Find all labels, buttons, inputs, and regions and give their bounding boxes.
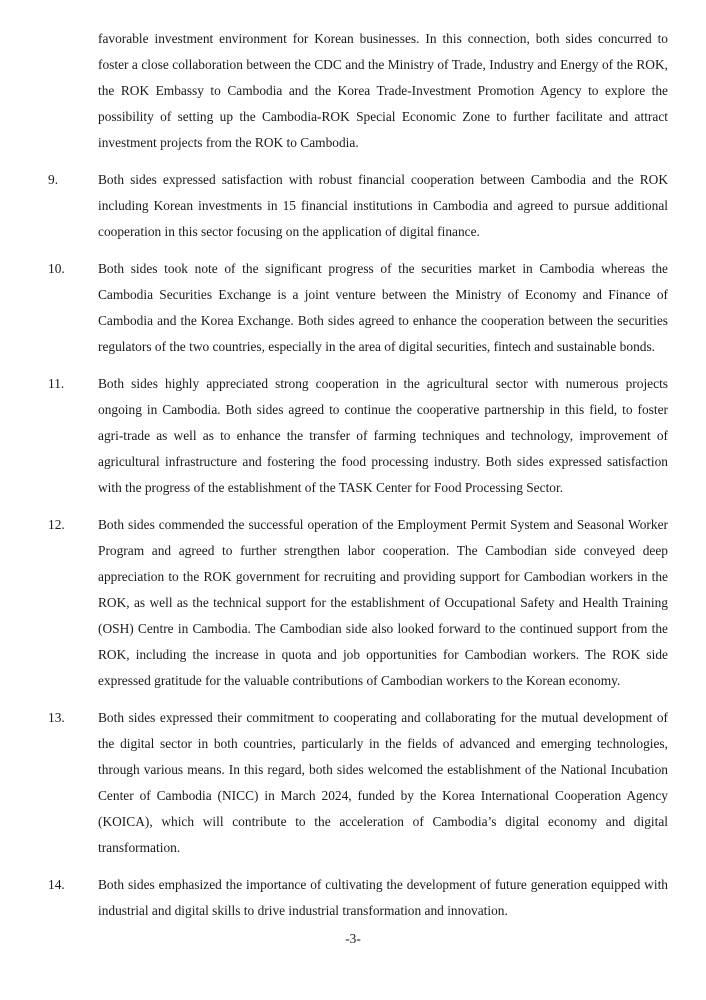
paragraph-number: 14. bbox=[48, 877, 65, 892]
paragraph-number: 10. bbox=[48, 261, 65, 276]
document-body bbox=[48, 26, 668, 935]
paragraph-11 bbox=[48, 371, 668, 501]
paragraph-14 bbox=[48, 872, 668, 924]
paragraph-13 bbox=[48, 705, 668, 861]
paragraph-text: Both sides emphasized the importance of cultivating the development of future generation equipped with industrial and digital skills to drive industrial transformation and innovation. bbox=[98, 877, 668, 918]
paragraph-number: 12. bbox=[48, 517, 65, 532]
paragraph-number: 13. bbox=[48, 710, 65, 725]
paragraph-text: Both sides commended the successful operation of the Employment Permit System and Seasonal Worker Program and agreed to further strengthen labor cooperation. The Cambodian side conveyed deep appreciation to the ROK government for recruiting and providing support for Cambodian workers in the ROK, as well as the technical support for the establishment of Occupational Safety and Health Training (OSH) Centre in Cambodia. The Cambodian side also looked forward to the continued support from the ROK, including the increase in quota and job opportunities for Cambodian workers. The ROK side expressed gratitude for the valuable contributions of Cambodian workers to the Korean economy. bbox=[98, 517, 668, 688]
paragraph-text: Both sides expressed their commitment to cooperating and collaborating for the mutual development of the digital sector in both countries, particularly in the fields of advanced and emerging technologies, through various means. In this regard, both sides welcomed the establishment of the National Incubation Center of Cambodia (NICC) in March 2024, funded by the Korea International Cooperation Agency (KOICA), which will contribute to the acceleration of Cambodia’s digital economy and digital transformation. bbox=[98, 710, 668, 855]
paragraph-number bbox=[48, 26, 98, 156]
paragraph-text: Both sides expressed satisfaction with robust financial cooperation between Cambodia and the ROK including Korean investments in 15 financial institutions in Cambodia and agreed to pursue additional cooperation in this sector focusing on the application of digital finance. bbox=[98, 172, 668, 239]
paragraph-10 bbox=[48, 256, 668, 360]
paragraph-9 bbox=[48, 167, 668, 245]
paragraph-12 bbox=[48, 512, 668, 694]
paragraph-text: Both sides took note of the significant progress of the securities market in Cambodia whereas the Cambodia Securities Exchange is a joint venture between the Ministry of Economy and Finance of Cambodia and the Korea Exchange. Both sides agreed to enhance the cooperation between the securities regulators of the two countries, especially in the area of digital securities, fintech and sustainable bonds. bbox=[98, 261, 668, 354]
paragraph-text: favorable investment environment for Korean businesses. In this connection, both sides concurred to foster a close collaboration between the CDC and the Ministry of Trade, Industry and Energy of the ROK, the ROK Embassy to Cambodia and the Korea Trade-Investment Promotion Agency to explore the possibility of setting up the Cambodia-ROK Special Economic Zone to further facilitate and attract investment projects from the ROK to Cambodia. bbox=[98, 31, 668, 150]
paragraph-text: Both sides highly appreciated strong cooperation in the agricultural sector with numerous projects ongoing in Cambodia. Both sides agreed to continue the cooperative partnership in this field, to foster agri-trade as well as to enhance the transfer of farming techniques and technology, improvement of agricultural infrastructure and fostering the food processing industry. Both sides expressed satisfaction with the progress of the establishment of the TASK Center for Food Processing Sector. bbox=[98, 376, 668, 495]
paragraph-number: 9. bbox=[48, 172, 59, 187]
page-number: -3- bbox=[345, 931, 361, 946]
paragraph-continuation bbox=[48, 26, 668, 156]
paragraph-number: 11. bbox=[48, 376, 65, 391]
